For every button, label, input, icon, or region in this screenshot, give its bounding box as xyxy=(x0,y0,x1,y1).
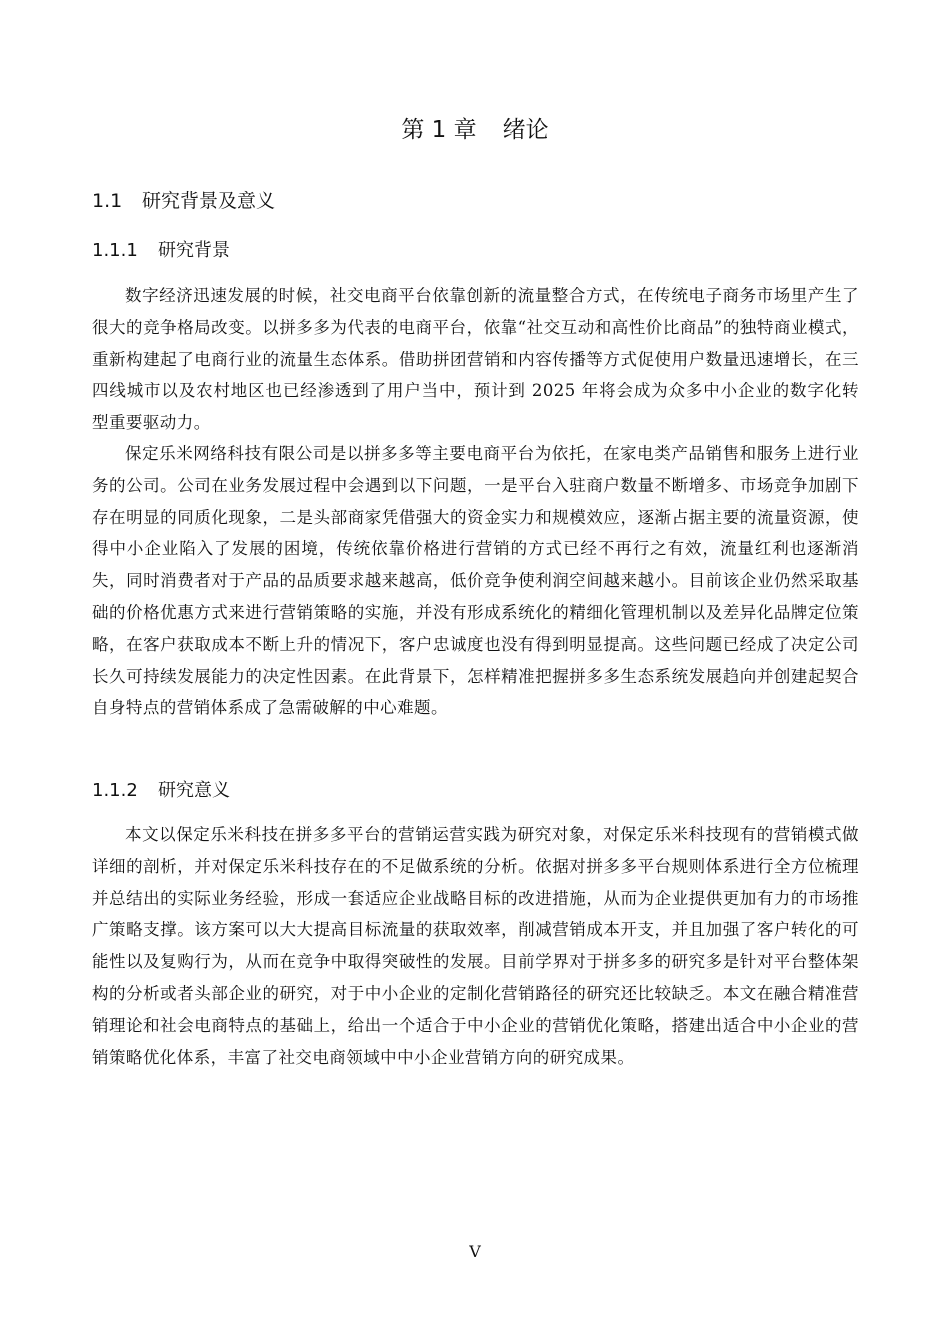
section-heading xyxy=(92,186,275,216)
page-number: V xyxy=(469,1242,481,1261)
subsection-title: 研究意义 xyxy=(158,780,230,801)
section-number: 1.1 xyxy=(92,190,123,212)
subsection-title: 研究背景 xyxy=(158,240,230,261)
paragraph: 保定乐米网络科技有限公司是以拼多多等主要电商平台为依托，在家电类产品销售和服务上进行业务的公司。公司在业务发展过程中会遇到以下问题，一是平台入驻商户数量不断增多、市场竞争加剧下存在明显的同质化现象，二是头部商家凭借强大的资金实力和规模效应，逐渐占据主要的流量资源，使得中小企业陷入了发展的困境，传统依靠价格进行营销的方式已经不再行之有效，流量红利也逐渐消失，同时消费者对于产品的品质要求越来越高，低价竞争使利润空间越来越小。目前该企业仍然采取基础的价格优惠方式来进行营销策略的实施，并没有形成系统化的精细化管理机制以及差异化品牌定位策略，在客户获取成本不断上升的情况下，客户忠诚度也没有得到明显提高。这些问题已经成了决定公司长久可持续发展能力的决定性因素。在此背景下，怎样精准把握拼多多生态系统发展趋向并创建起契合自身特点的营销体系成了急需破解的中心难题。 xyxy=(92,444,859,718)
subsection-heading-background xyxy=(92,236,230,266)
subsection-number: 1.1.2 xyxy=(92,780,138,801)
section-title: 研究背景及意义 xyxy=(142,190,276,212)
chapter-number: 第 1 章 xyxy=(401,117,477,143)
subsection-number: 1.1.1 xyxy=(92,240,138,261)
chapter-heading xyxy=(0,113,950,147)
paragraph: 本文以保定乐米科技在拼多多平台的营销运营实践为研究对象，对保定乐米科技现有的营销模式做详细的剖析，并对保定乐米科技存在的不足做系统的分析。依据对拼多多平台规则体系进行全方位梳理并总结出的实际业务经验，形成一套适应企业战略目标的改进措施，从而为企业提供更加有力的市场推广策略支撑。该方案可以大大提高目标流量的获取效率，削减营销成本开支，并且加强了客户转化的可能性以及复购行为，从而在竞争中取得突破性的发展。目前学界对于拼多多的研究多是针对平台整体架构的分析或者头部企业的研究，对于中小企业的定制化营销路径的研究还比较缺乏。本文在融合精准营销理论和社会电商特点的基础上，给出一个适合于中小企业的营销优化策略，搭建出适合中小企业的营销策略优化体系，丰富了社交电商领域中中小企业营销方向的研究成果。 xyxy=(92,825,859,1067)
subsection-heading-significance xyxy=(92,776,230,806)
chapter-title: 绪论 xyxy=(502,117,549,143)
paragraph: 数字经济迅速发展的时候，社交电商平台依靠创新的流量整合方式，在传统电子商务市场里产生了很大的竞争格局改变。以拼多多为代表的电商平台，依靠“社交互动和高性价比商品”的独特商业模式，重新构建起了电商行业的流量生态体系。借助拼团营销和内容传播等方式促使用户数量迅速增长，在三四线城市以及农村地区也已经渗透到了用户当中，预计到 2025 年将会成为众多中小企业的数字化转型重要驱动力。 xyxy=(92,286,859,433)
